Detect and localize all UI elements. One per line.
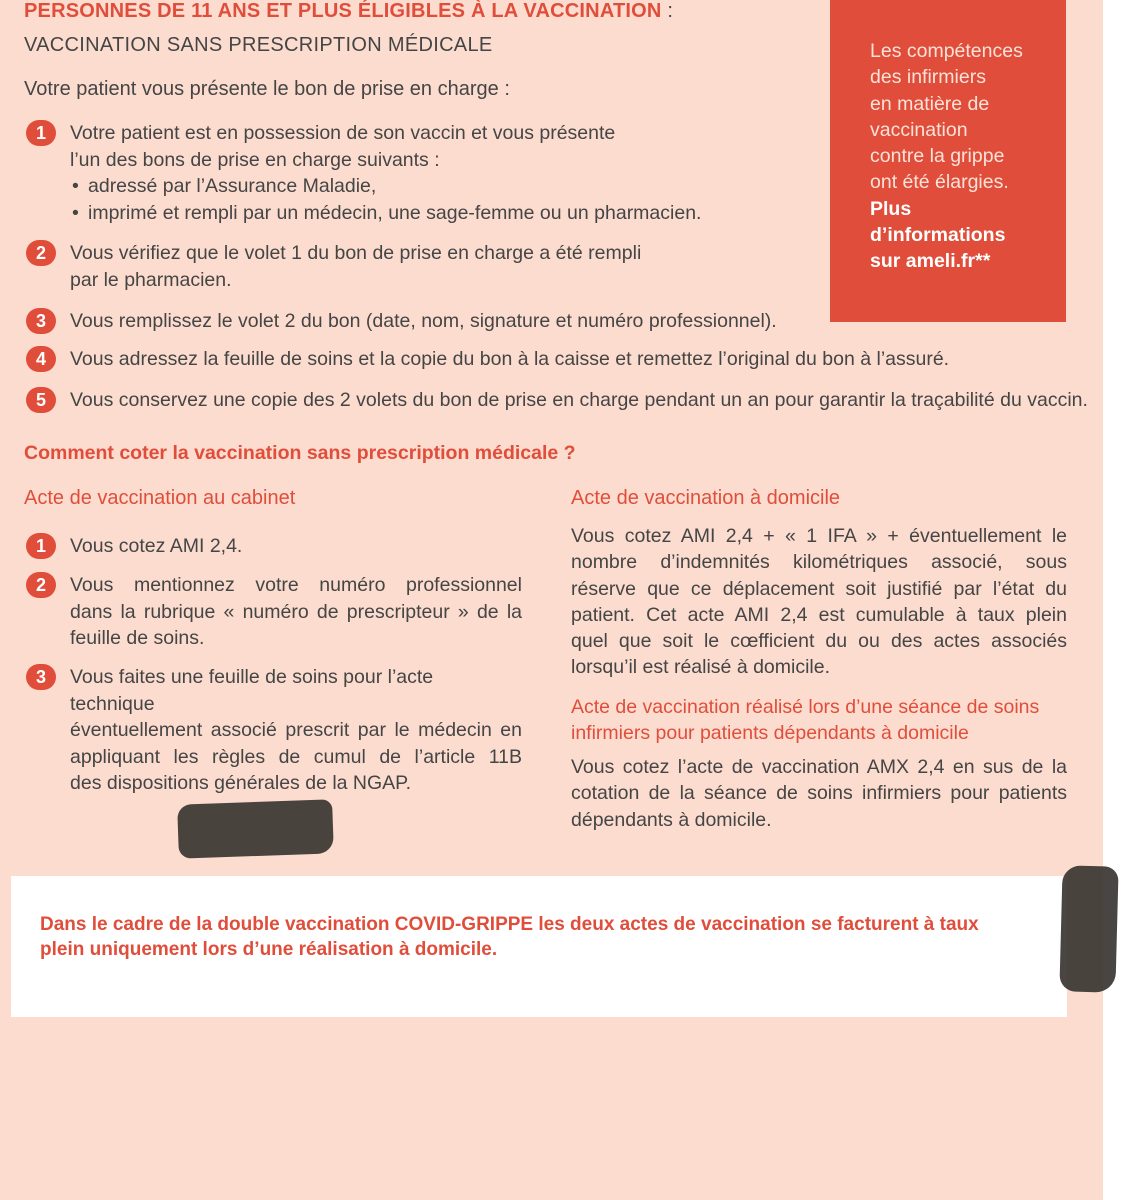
step-text-line: par le pharmacien. <box>70 268 232 291</box>
step-number-badge: 5 <box>26 387 56 413</box>
paragraph-line: quel que soit le cœfficient du ou des actes associés <box>571 630 1067 653</box>
step-text: Vous conservez une copie des 2 volets du bon de prise en charge pendant un an pour garantir la traçabilité du vaccin. <box>70 389 1088 411</box>
step-text-line: éventuellement associé prescrit par le médecin en <box>70 719 522 741</box>
page-title: PERSONNES DE 11 ANS ET PLUS ÉLIGIBLES À LA VACCINATION : <box>24 0 674 22</box>
paragraph-line: Vous cotez AMI 2,4 + « 1 IFA » + éventuellement le <box>571 525 1067 547</box>
callout-line: des infirmiers <box>870 66 986 89</box>
step-text-line: Vous mentionnez votre numéro professionnel <box>70 574 522 596</box>
notice-box <box>11 876 1067 1017</box>
paragraph-line: lorsqu’il est réalisé à domicile. <box>571 656 831 679</box>
step-text-line: feuille de soins. <box>70 627 205 649</box>
step-3 <box>26 308 777 335</box>
page-edge <box>1103 0 1129 1200</box>
domicile-paragraph <box>571 523 1067 681</box>
notice-line: plein uniquement lors d’une réalisation à domicile. <box>40 939 498 960</box>
notice-line: Dans le cadre de la double vaccination COVID-GRIPPE les deux actes de vaccination se facturent à taux <box>40 914 979 935</box>
step-1 <box>26 120 701 226</box>
heading-line: infirmiers pour patients dépendants à domicile <box>571 722 969 745</box>
paragraph-line: réserve que ce déplacement soit justifié par l’état du <box>571 577 1067 600</box>
step-number-badge: 3 <box>26 308 56 334</box>
step-number-badge: 1 <box>26 120 56 146</box>
step-text-line: dans la rubrique « numéro de prescripteur » de la <box>70 600 522 623</box>
cabinet-item-3 <box>26 664 522 797</box>
step-2 <box>26 240 641 293</box>
paragraph-line: cotation de la séance de soins infirmiers pour patients <box>571 782 1067 805</box>
paragraph-line: dépendants à domicile. <box>571 808 772 831</box>
bullet-item: • adressé par l’Assurance Maladie, <box>70 173 701 200</box>
callout-line: ont été élargies. <box>870 171 1009 194</box>
bullet-item: • imprimé et rempli par un médecin, une sage-femme ou un pharmacien. <box>70 200 701 227</box>
cabinet-item-1 <box>26 533 242 560</box>
callout-line: contre la grippe <box>870 145 1005 168</box>
cabinet-heading: Acte de vaccination au cabinet <box>24 487 296 509</box>
step-text-line: des dispositions générales de la NGAP. <box>70 772 412 794</box>
callout-line: vaccination <box>870 118 968 141</box>
step-text-line: Votre patient est en possession de son vaccin et vous présente <box>70 122 616 144</box>
step-number-badge: 3 <box>26 664 56 690</box>
seance-heading <box>571 694 1071 747</box>
step-number-badge: 2 <box>26 240 56 266</box>
intro-text: Votre patient vous présente le bon de prise en charge : <box>24 78 510 100</box>
info-callout-box <box>830 0 1066 322</box>
step-text: Vous remplissez le volet 2 du bon (date, nom, signature et numéro professionnel). <box>70 310 777 332</box>
step-4 <box>26 346 949 373</box>
step-text-line: appliquant les règles de cumul de l’article 11B <box>70 745 522 768</box>
step-text-line: Vous vérifiez que le volet 1 du bon de prise en charge a été rempli <box>70 242 642 264</box>
step-text-line: Vous faites une feuille de soins pour l’acte technique <box>70 666 434 715</box>
step-5 <box>26 387 1088 414</box>
callout-link-line: d’informations <box>870 224 1006 247</box>
step-text: Vous adressez la feuille de soins et la copie du bon à la caisse et remettez l’original du bon à l’assuré. <box>70 348 950 370</box>
redaction-scribble <box>177 799 334 858</box>
domicile-heading: Acte de vaccination à domicile <box>571 487 841 509</box>
callout-line: en matière de <box>870 92 990 115</box>
paragraph-line: nombre d’indemnités kilométriques associé, sous <box>571 551 1067 574</box>
paragraph-line: patient. Cet acte AMI 2,4 est cumulable à taux plein <box>571 603 1067 626</box>
redaction-scribble <box>1059 865 1118 992</box>
coter-heading: Comment coter la vaccination sans prescription médicale ? <box>24 442 576 464</box>
page-subtitle: VACCINATION SANS PRESCRIPTION MÉDICALE <box>24 34 493 56</box>
callout-link-line: sur ameli.fr** <box>870 250 991 273</box>
cabinet-item-2 <box>26 572 522 652</box>
step-text-line: Vous cotez AMI 2,4. <box>70 535 243 557</box>
step-text-line: l’un des bons de prise en charge suivants : <box>70 148 440 171</box>
callout-link-line: Plus <box>870 197 912 220</box>
step-number-badge: 4 <box>26 346 56 372</box>
step-number-badge: 1 <box>26 533 56 559</box>
step-number-badge: 2 <box>26 572 56 598</box>
callout-line: Les compétences <box>870 40 1023 62</box>
seance-paragraph <box>571 754 1067 833</box>
heading-line: Acte de vaccination réalisé lors d’une séance de soins <box>571 696 1040 718</box>
paragraph-line: Vous cotez l’acte de vaccination AMX 2,4 en sus de la <box>571 756 1067 778</box>
